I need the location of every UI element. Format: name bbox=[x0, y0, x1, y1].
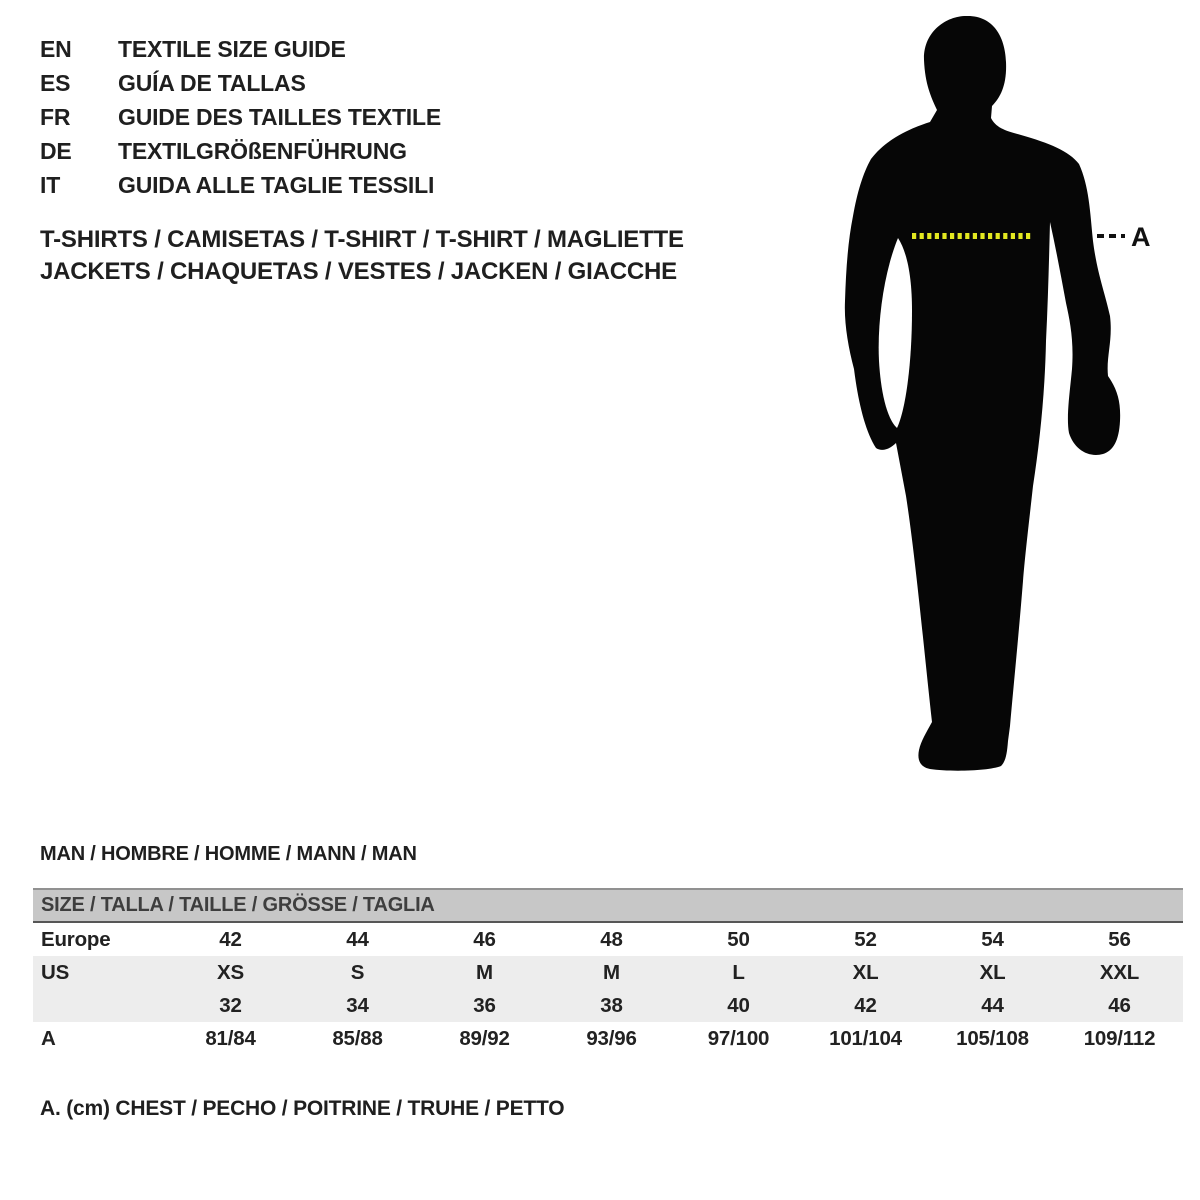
size-cell: XXL bbox=[1056, 956, 1183, 989]
size-cell: XS bbox=[167, 956, 294, 989]
guide-title: GUIDE DES TAILLES TEXTILE bbox=[118, 104, 441, 130]
language-row bbox=[40, 134, 441, 168]
category-block bbox=[40, 224, 684, 288]
table-row-chest bbox=[33, 1022, 1183, 1055]
size-cell: 101/104 bbox=[829, 1026, 902, 1050]
size-table-header: SIZE / TALLA / TAILLE / GRÖSSE / TAGLIA bbox=[33, 889, 1183, 922]
size-cell: 93/96 bbox=[586, 1026, 637, 1050]
table-row-numeric bbox=[33, 989, 1183, 1022]
size-cell: L bbox=[675, 956, 802, 989]
size-cell: 50 bbox=[727, 927, 750, 951]
language-row bbox=[40, 66, 441, 100]
size-cell: 105/108 bbox=[956, 1026, 1029, 1050]
table-row-us bbox=[33, 956, 1183, 989]
size-cell: 54 bbox=[981, 927, 1004, 951]
measure-label-a: A bbox=[1131, 222, 1151, 252]
language-title-block bbox=[40, 32, 441, 202]
language-code: FR bbox=[40, 104, 71, 130]
size-cell: 34 bbox=[294, 989, 421, 1022]
size-cell: 44 bbox=[346, 927, 369, 951]
row-label: Europe bbox=[41, 927, 111, 951]
size-cell: XL bbox=[802, 956, 929, 989]
size-cell: 81/84 bbox=[205, 1026, 256, 1050]
size-table-header-row bbox=[33, 889, 1183, 922]
guide-title: GUIDA ALLE TAGLIE TESSILI bbox=[118, 172, 435, 198]
row-label: A bbox=[41, 1026, 56, 1050]
guide-title: TEXTILGRÖßENFÜHRUNG bbox=[118, 138, 407, 164]
language-row bbox=[40, 32, 441, 66]
language-row bbox=[40, 168, 441, 202]
category-line-tshirts: T-SHIRTS / CAMISETAS / T-SHIRT / T-SHIRT / MAGLIETTE bbox=[40, 226, 684, 253]
size-cell: 46 bbox=[473, 927, 496, 951]
size-cell: 42 bbox=[802, 989, 929, 1022]
language-code: ES bbox=[40, 70, 71, 96]
size-cell: 36 bbox=[421, 989, 548, 1022]
guide-title: TEXTILE SIZE GUIDE bbox=[118, 36, 346, 62]
size-cell: 40 bbox=[675, 989, 802, 1022]
size-cell: 32 bbox=[167, 989, 294, 1022]
measure-legend: A. (cm) CHEST / PECHO / POITRINE / TRUHE / PETTO bbox=[40, 1097, 565, 1120]
size-cell: 42 bbox=[219, 927, 242, 951]
size-cell: 46 bbox=[1056, 989, 1183, 1022]
language-row bbox=[40, 100, 441, 134]
size-cell: M bbox=[421, 956, 548, 989]
table-row-europe bbox=[33, 922, 1183, 956]
row-label bbox=[33, 989, 167, 1022]
size-cell: 56 bbox=[1108, 927, 1131, 951]
size-cell: M bbox=[548, 956, 675, 989]
size-cell: 44 bbox=[929, 989, 1056, 1022]
size-cell: 109/112 bbox=[1083, 1026, 1156, 1050]
size-cell: 89/92 bbox=[459, 1026, 510, 1050]
guide-title: GUÍA DE TALLAS bbox=[118, 70, 306, 96]
size-cell: 48 bbox=[600, 927, 623, 951]
size-cell: 38 bbox=[548, 989, 675, 1022]
size-cell: 52 bbox=[854, 927, 877, 951]
language-code: DE bbox=[40, 138, 72, 164]
language-code: IT bbox=[40, 172, 61, 198]
size-cell: 85/88 bbox=[332, 1026, 383, 1050]
category-line-jackets: JACKETS / CHAQUETAS / VESTES / JACKEN / GIACCHE bbox=[40, 258, 677, 285]
row-label: US bbox=[33, 956, 167, 989]
size-cell: 97/100 bbox=[707, 1026, 770, 1050]
man-figure bbox=[820, 0, 1200, 800]
size-cell: XL bbox=[929, 956, 1056, 989]
section-heading-man: MAN / HOMBRE / HOMME / MANN / MAN bbox=[40, 843, 417, 865]
language-code: EN bbox=[40, 36, 72, 62]
size-table bbox=[33, 888, 1183, 1055]
size-cell: S bbox=[294, 956, 421, 989]
man-figure-svg bbox=[820, 0, 1200, 800]
